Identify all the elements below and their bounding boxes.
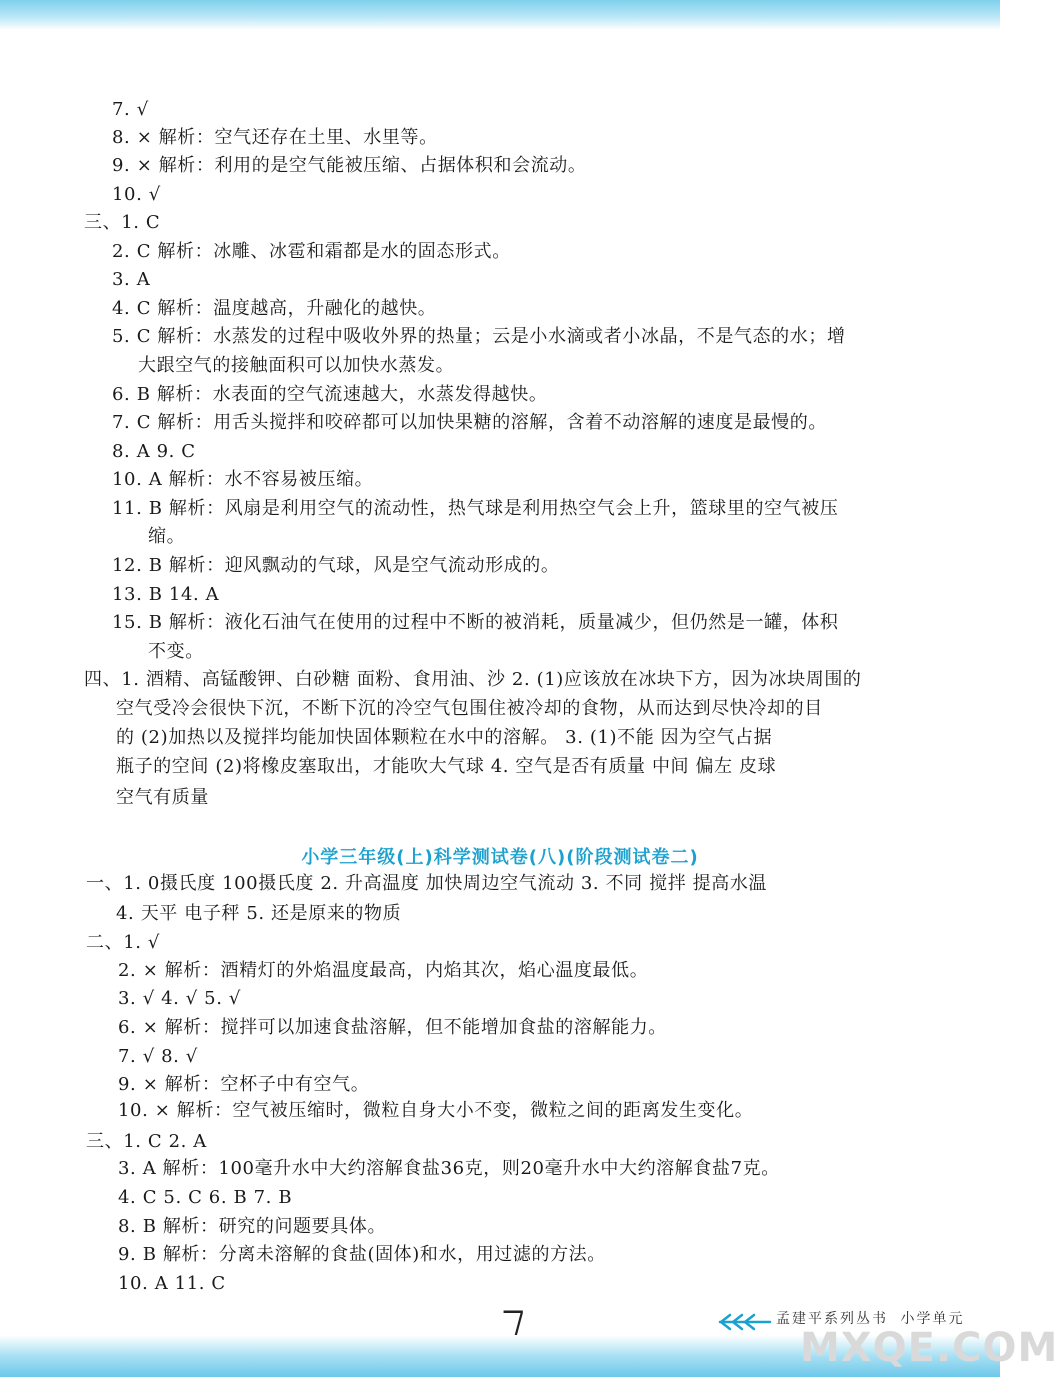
watermark: MXQE.COM: [800, 1325, 1058, 1371]
answer-line: 7. √ 8. √: [118, 1046, 198, 1067]
answer-line: 6. × 解析：搅拌可以加速食盐溶解，但不能增加食盐的溶解能力。: [118, 1017, 667, 1038]
answer-line-continued: 瓶子的空间 (2)将橡皮塞取出，才能吹大气球 4. 空气是否有质量 中间 偏左 皮球: [116, 756, 777, 777]
top-decorative-band: [0, 0, 1000, 30]
answer-line-continued: 空气有质量: [116, 787, 209, 808]
book-name: 小学单元: [900, 1311, 965, 1327]
answer-line: 13. B 14. A: [112, 584, 220, 605]
series-name: 孟建平系列丛书: [776, 1311, 888, 1327]
answer-line: 10. A 11. C: [118, 1273, 226, 1294]
answer-line: 6. B 解析：水表面的空气流速越大，水蒸发得越快。: [112, 384, 548, 405]
answer-line: 3. A 解析：100毫升水中大约溶解食盐36克，则20毫升水中大约溶解食盐7克。: [118, 1158, 780, 1179]
section-heading-line: 四、1. 酒精、高锰酸钾、白砂糖 面粉、食用油、沙 2. (1)应该放在冰块下方，因为冰块周围的: [84, 669, 862, 690]
answer-line: 4. C 解析：温度越高，升融化的越快。: [112, 298, 437, 319]
answer-line: 9. × 解析：空杯子中有空气。: [118, 1074, 370, 1095]
answer-line: 2. C 解析：冰雕、冰雹和霜都是水的固态形式。: [112, 241, 511, 262]
answer-line: 3. A: [112, 269, 151, 290]
answer-line-continued: 缩。: [148, 526, 186, 547]
answer-line: 3. √ 4. √ 5. √: [118, 988, 241, 1009]
answer-line: 9. × 解析：利用的是空气能被压缩、占据体积和会流动。: [112, 155, 587, 176]
section-heading-line: 三、1. C 2. A: [86, 1131, 207, 1152]
triple-arrow-left-icon: [716, 1312, 772, 1332]
answer-line: 4. C 5. C 6. B 7. B: [118, 1187, 293, 1208]
answer-line: 7. √: [112, 99, 149, 120]
answer-line: 10. √: [112, 184, 161, 205]
section-title: 小学三年级(上)科学测试卷(八)(阶段测试卷二): [301, 847, 699, 868]
answer-line: 15. B 解析：液化石油气在使用的过程中不断的被消耗，质量减少，但仍然是一罐，体积: [112, 612, 839, 633]
answer-line: 8. × 解析：空气还存在土里、水里等。: [112, 127, 438, 148]
section-heading-line: 三、1. C: [84, 212, 161, 233]
answer-line: 12. B 解析：迎风飘动的气球，风是空气流动形成的。: [112, 555, 560, 576]
answer-line: 2. × 解析：酒精灯的外焰温度最高，内焰其次，焰心温度最低。: [118, 960, 649, 981]
answer-line: 11. B 解析：风扇是利用空气的流动性，热气球是利用热空气会上升，篮球里的空气被压: [112, 498, 839, 519]
answer-line-continued: 空气受冷会很快下沉，不断下沉的冷空气包围住被冷却的食物，从而达到尽快冷却的目: [116, 698, 823, 719]
answer-line: 10. A 解析：水不容易被压缩。: [112, 469, 374, 490]
answer-line: 5. C 解析：水蒸发的过程中吸收外界的热量；云是小水滴或者小冰晶，不是气态的水；增: [112, 326, 846, 347]
section-heading-line: 一、1. 0摄氏度 100摄氏度 2. 升高温度 加快周边空气流动 3. 不同 搅拌 提高水温: [86, 873, 768, 894]
section-heading-line: 二、1. √: [86, 932, 160, 953]
answer-line-continued: 大跟空气的接触面积可以加快水蒸发。: [138, 355, 455, 376]
answer-line-continued: 不变。: [148, 641, 204, 662]
answer-line: 7. C 解析：用舌头搅拌和咬碎都可以加快果糖的溶解，含着不动溶解的速度是最慢的。: [112, 412, 827, 433]
answer-line: 10. × 解析：空气被压缩时，微粒自身大小不变，微粒之间的距离发生变化。: [118, 1100, 754, 1121]
answer-line: 8. A 9. C: [112, 441, 196, 462]
answer-line: 8. B 解析：研究的问题要具体。: [118, 1216, 387, 1237]
answer-line: 9. B 解析：分离未溶解的食盐(固体)和水，用过滤的方法。: [118, 1244, 606, 1265]
answer-line-continued: 的 (2)加热以及搅拌均能加快固体颗粒在水中的溶解。 3. (1)不能 因为空气占据: [116, 727, 773, 748]
answer-line-continued: 4. 天平 电子秤 5. 还是原来的物质: [116, 903, 402, 924]
